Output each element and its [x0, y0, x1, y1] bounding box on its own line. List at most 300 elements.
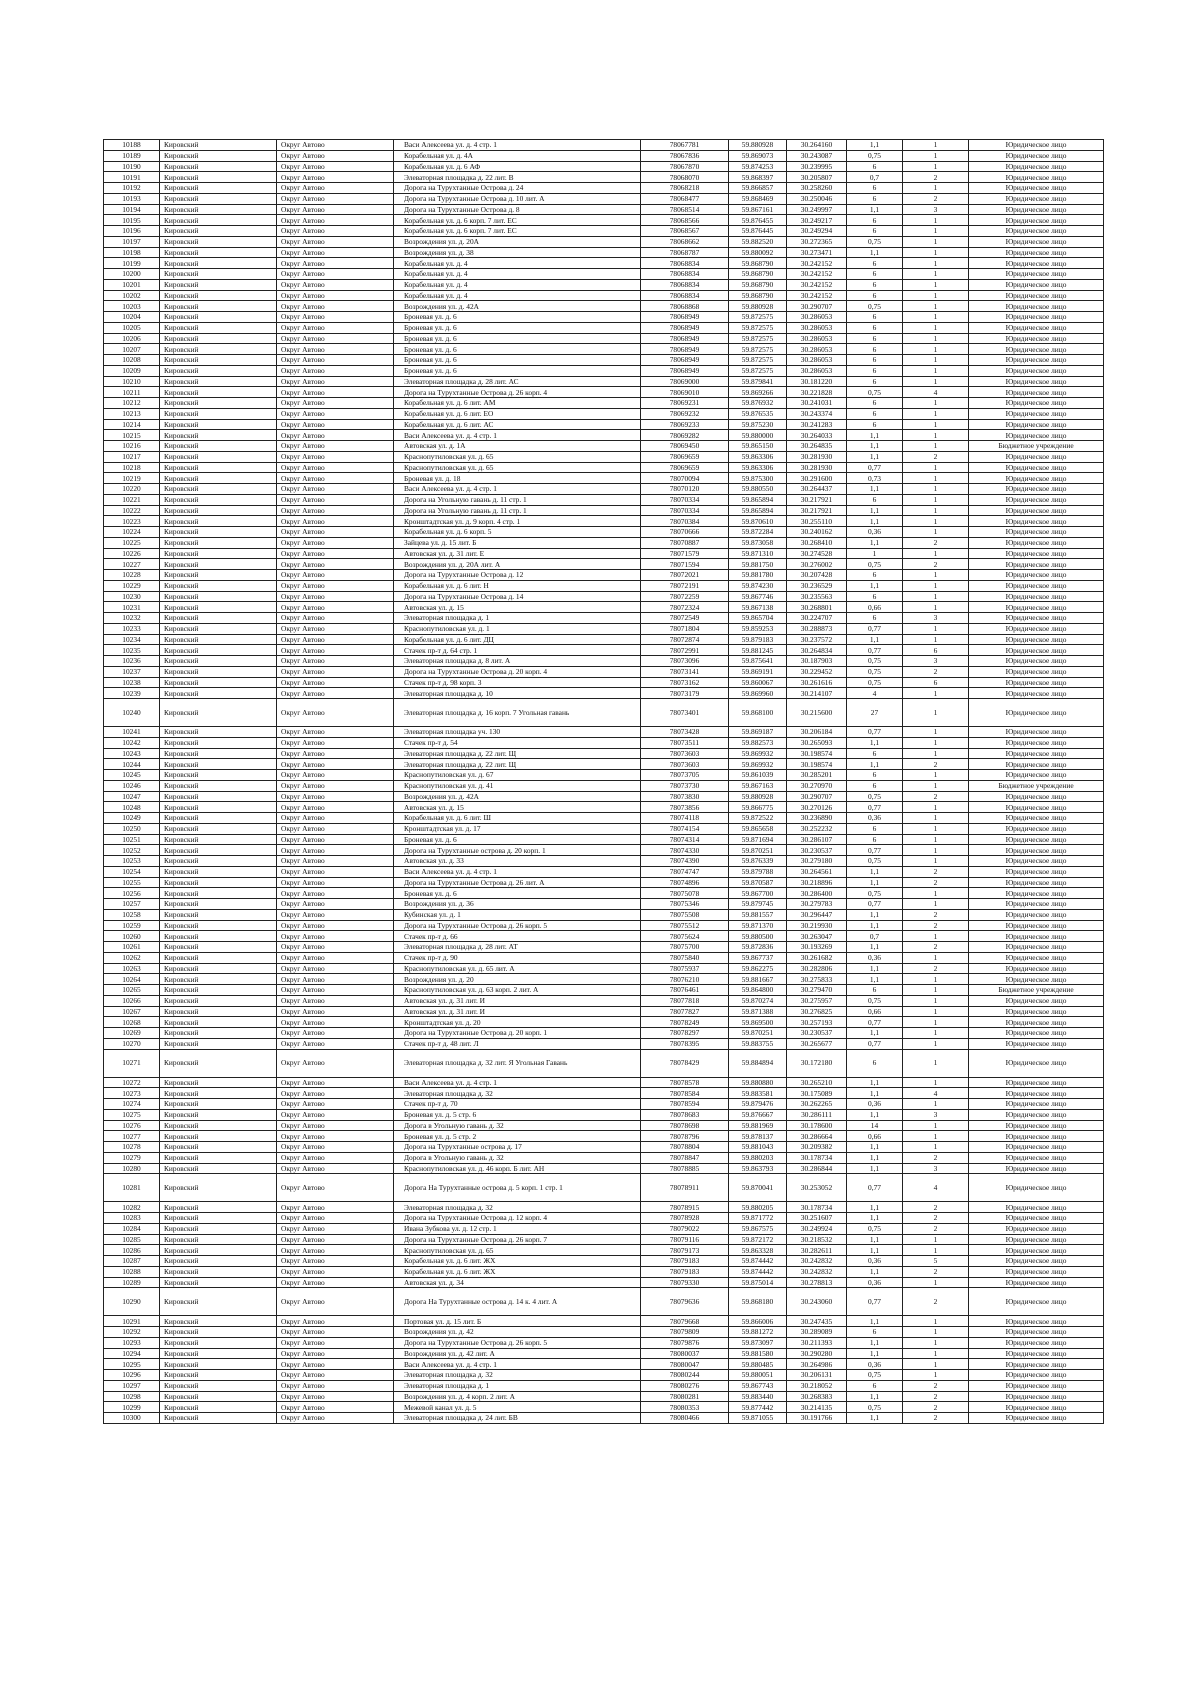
count-cell: 2: [903, 172, 969, 183]
owner-type-cell: Юридическое лицо: [969, 1109, 1104, 1120]
volume-cell: 6: [847, 183, 903, 194]
volume-cell: 1,1: [847, 866, 903, 877]
table-row: [104, 963, 1104, 974]
district-cell: Кировский: [160, 1316, 277, 1327]
row-number-cell: 10267: [104, 1006, 160, 1017]
address-cell: Дорога на Турухтанные Острова д. 26 лит. А: [394, 877, 641, 888]
address-cell: Элеваторная площадка д. 24 лит. БВ: [394, 1413, 641, 1424]
owner-type-cell: Юридическое лицо: [969, 580, 1104, 591]
latitude-cell: 59.867161: [729, 204, 787, 215]
latitude-cell: 59.861039: [729, 770, 787, 781]
longitude-cell: 30.249997: [787, 204, 847, 215]
volume-cell: 0,75: [847, 236, 903, 247]
district-cell: Кировский: [160, 748, 277, 759]
count-cell: 1: [903, 813, 969, 824]
municipal-cell: Округ Автово: [277, 1245, 394, 1256]
object-id-cell: 78073730: [641, 780, 729, 791]
district-cell: Кировский: [160, 737, 277, 748]
address-cell: Элеваторная площадка д. 16 корп. 7 Угольная гавань: [394, 699, 641, 727]
row-number-cell: 10263: [104, 963, 160, 974]
owner-type-cell: Юридическое лицо: [969, 974, 1104, 985]
count-cell: 1: [903, 269, 969, 280]
latitude-cell: 59.880928: [729, 791, 787, 802]
address-cell: Автовская ул. д. 31 лит. И: [394, 995, 641, 1006]
object-id-cell: 78078578: [641, 1077, 729, 1088]
address-cell: Автовская ул. д. 31 лит. Е: [394, 548, 641, 559]
count-cell: 5: [903, 1256, 969, 1267]
address-cell: Дорога в Угольную гавань д. 32: [394, 1120, 641, 1131]
row-number-cell: 10239: [104, 688, 160, 699]
district-cell: Кировский: [160, 430, 277, 441]
municipal-cell: Округ Автово: [277, 344, 394, 355]
row-number-cell: 10259: [104, 920, 160, 931]
latitude-cell: 59.869960: [729, 688, 787, 699]
row-number-cell: 10283: [104, 1213, 160, 1224]
address-cell: Возрождения ул. д. 20А: [394, 236, 641, 247]
count-cell: 1: [903, 1245, 969, 1256]
volume-cell: 0,66: [847, 1006, 903, 1017]
object-id-cell: 78074747: [641, 866, 729, 877]
latitude-cell: 59.881969: [729, 1120, 787, 1131]
district-cell: Кировский: [160, 150, 277, 161]
volume-cell: 1,1: [847, 140, 903, 151]
municipal-cell: Округ Автово: [277, 1006, 394, 1017]
table-row: [104, 759, 1104, 770]
address-cell: Портовая ул. д. 15 лит. Б: [394, 1316, 641, 1327]
district-cell: Кировский: [160, 473, 277, 484]
count-cell: 1: [903, 823, 969, 834]
municipal-cell: Округ Автово: [277, 1256, 394, 1267]
latitude-cell: 59.880203: [729, 1152, 787, 1163]
table-row: [104, 462, 1104, 473]
volume-cell: 0,77: [847, 899, 903, 910]
owner-type-cell: Юридическое лицо: [969, 1359, 1104, 1370]
latitude-cell: 59.880928: [729, 301, 787, 312]
object-id-cell: 78078584: [641, 1088, 729, 1099]
latitude-cell: 59.868397: [729, 172, 787, 183]
district-cell: Кировский: [160, 931, 277, 942]
count-cell: 1: [903, 1099, 969, 1110]
object-id-cell: 78070120: [641, 484, 729, 495]
address-cell: Межевой канал ул. д. 5: [394, 1402, 641, 1413]
count-cell: 1: [903, 780, 969, 791]
longitude-cell: 30.264437: [787, 484, 847, 495]
object-id-cell: 78069231: [641, 398, 729, 409]
object-id-cell: 78080353: [641, 1402, 729, 1413]
latitude-cell: 59.877442: [729, 1402, 787, 1413]
table-row: [104, 591, 1104, 602]
object-id-cell: 78068566: [641, 215, 729, 226]
object-id-cell: 78073511: [641, 737, 729, 748]
address-cell: Броневая ул. д. 18: [394, 473, 641, 484]
district-cell: Кировский: [160, 1245, 277, 1256]
latitude-cell: 59.871694: [729, 834, 787, 845]
municipal-cell: Округ Автово: [277, 634, 394, 645]
municipal-cell: Округ Автово: [277, 537, 394, 548]
municipal-cell: Округ Автово: [277, 441, 394, 452]
table-row: [104, 748, 1104, 759]
object-id-cell: 78073179: [641, 688, 729, 699]
row-number-cell: 10294: [104, 1348, 160, 1359]
owner-type-cell: Юридическое лицо: [969, 484, 1104, 495]
object-id-cell: 78078395: [641, 1038, 729, 1049]
latitude-cell: 59.874230: [729, 580, 787, 591]
count-cell: 2: [903, 1288, 969, 1316]
volume-cell: 1,1: [847, 1245, 903, 1256]
owner-type-cell: Юридическое лицо: [969, 856, 1104, 867]
owner-type-cell: Юридическое лицо: [969, 963, 1104, 974]
district-cell: Кировский: [160, 856, 277, 867]
municipal-cell: Округ Автово: [277, 802, 394, 813]
volume-cell: 1,1: [847, 580, 903, 591]
table-row: [104, 1380, 1104, 1391]
row-number-cell: 10262: [104, 952, 160, 963]
count-cell: 1: [903, 856, 969, 867]
latitude-cell: 59.869266: [729, 387, 787, 398]
table-row: [104, 1391, 1104, 1402]
owner-type-cell: Юридическое лицо: [969, 823, 1104, 834]
longitude-cell: 30.286111: [787, 1109, 847, 1120]
latitude-cell: 59.872575: [729, 344, 787, 355]
address-cell: Васи Алексеева ул. д. 4 стр. 1: [394, 1359, 641, 1370]
owner-type-cell: Юридическое лицо: [969, 1131, 1104, 1142]
table-row: [104, 666, 1104, 677]
row-number-cell: 10200: [104, 269, 160, 280]
district-cell: Кировский: [160, 1077, 277, 1088]
municipal-cell: Округ Автово: [277, 1131, 394, 1142]
municipal-cell: Округ Автово: [277, 645, 394, 656]
district-cell: Кировский: [160, 408, 277, 419]
object-id-cell: 78075508: [641, 909, 729, 920]
latitude-cell: 59.882573: [729, 737, 787, 748]
row-number-cell: 10244: [104, 759, 160, 770]
district-cell: Кировский: [160, 1202, 277, 1213]
owner-type-cell: Юридическое лицо: [969, 462, 1104, 473]
count-cell: 1: [903, 215, 969, 226]
row-number-cell: 10257: [104, 899, 160, 910]
count-cell: 1: [903, 408, 969, 419]
address-cell: Стачек пр-т д. 90: [394, 952, 641, 963]
row-number-cell: 10271: [104, 1049, 160, 1077]
owner-type-cell: Юридическое лицо: [969, 1391, 1104, 1402]
row-number-cell: 10240: [104, 699, 160, 727]
municipal-cell: Округ Автово: [277, 1266, 394, 1277]
volume-cell: 0,77: [847, 1288, 903, 1316]
count-cell: 1: [903, 279, 969, 290]
latitude-cell: 59.867163: [729, 780, 787, 791]
volume-cell: 0,77: [847, 462, 903, 473]
longitude-cell: 30.270126: [787, 802, 847, 813]
volume-cell: 1,1: [847, 1028, 903, 1039]
row-number-cell: 10230: [104, 591, 160, 602]
longitude-cell: 30.275957: [787, 995, 847, 1006]
municipal-cell: Округ Автово: [277, 856, 394, 867]
latitude-cell: 59.871388: [729, 1006, 787, 1017]
latitude-cell: 59.868790: [729, 279, 787, 290]
volume-cell: 6: [847, 834, 903, 845]
volume-cell: 1,1: [847, 204, 903, 215]
district-cell: Кировский: [160, 580, 277, 591]
object-id-cell: 78077818: [641, 995, 729, 1006]
owner-type-cell: Бюджетное учреждение: [969, 441, 1104, 452]
object-id-cell: 78079183: [641, 1256, 729, 1267]
volume-cell: 6: [847, 770, 903, 781]
table-row: [104, 355, 1104, 366]
longitude-cell: 30.236529: [787, 580, 847, 591]
row-number-cell: 10232: [104, 613, 160, 624]
municipal-cell: Округ Автово: [277, 1099, 394, 1110]
longitude-cell: 30.286844: [787, 1163, 847, 1174]
table-row: [104, 823, 1104, 834]
object-id-cell: 78078885: [641, 1163, 729, 1174]
latitude-cell: 59.869932: [729, 748, 787, 759]
table-row: [104, 1277, 1104, 1288]
count-cell: 1: [903, 140, 969, 151]
volume-cell: 1,1: [847, 1109, 903, 1120]
address-cell: Автовская ул. д. 15: [394, 802, 641, 813]
owner-type-cell: Юридическое лицо: [969, 548, 1104, 559]
longitude-cell: 30.282611: [787, 1245, 847, 1256]
municipal-cell: Округ Автово: [277, 215, 394, 226]
municipal-cell: Округ Автово: [277, 430, 394, 441]
latitude-cell: 59.871310: [729, 548, 787, 559]
volume-cell: 6: [847, 591, 903, 602]
object-id-cell: 78070094: [641, 473, 729, 484]
municipal-cell: Округ Автово: [277, 408, 394, 419]
address-cell: Элеваторная площадка д. 28 лит. АТ: [394, 942, 641, 953]
volume-cell: 1,1: [847, 505, 903, 516]
volume-cell: 6: [847, 258, 903, 269]
row-number-cell: 10237: [104, 666, 160, 677]
address-cell: Ивана Зубкова ул. д. 12 стр. 1: [394, 1223, 641, 1234]
longitude-cell: 30.175089: [787, 1088, 847, 1099]
latitude-cell: 59.866006: [729, 1316, 787, 1327]
count-cell: 1: [903, 1370, 969, 1381]
longitude-cell: 30.178734: [787, 1202, 847, 1213]
municipal-cell: Округ Автово: [277, 656, 394, 667]
longitude-cell: 30.242152: [787, 279, 847, 290]
municipal-cell: Округ Автово: [277, 995, 394, 1006]
table-row: [104, 1327, 1104, 1338]
owner-type-cell: Юридическое лицо: [969, 290, 1104, 301]
volume-cell: 6: [847, 748, 903, 759]
owner-type-cell: Юридическое лицо: [969, 516, 1104, 527]
longitude-cell: 30.290707: [787, 791, 847, 802]
row-number-cell: 10242: [104, 737, 160, 748]
municipal-cell: Округ Автово: [277, 279, 394, 290]
table-row: [104, 333, 1104, 344]
table-row: [104, 193, 1104, 204]
count-cell: 1: [903, 888, 969, 899]
latitude-cell: 59.866857: [729, 183, 787, 194]
table-row: [104, 995, 1104, 1006]
object-id-cell: 78076210: [641, 974, 729, 985]
row-number-cell: 10256: [104, 888, 160, 899]
longitude-cell: 30.281930: [787, 451, 847, 462]
longitude-cell: 30.224707: [787, 613, 847, 624]
row-number-cell: 10286: [104, 1245, 160, 1256]
municipal-cell: Округ Автово: [277, 920, 394, 931]
object-id-cell: 78074330: [641, 845, 729, 856]
longitude-cell: 30.218896: [787, 877, 847, 888]
owner-type-cell: Юридическое лицо: [969, 1077, 1104, 1088]
row-number-cell: 10253: [104, 856, 160, 867]
municipal-cell: Округ Автово: [277, 1370, 394, 1381]
municipal-cell: Округ Автово: [277, 1413, 394, 1424]
row-number-cell: 10282: [104, 1202, 160, 1213]
object-id-cell: 78073705: [641, 770, 729, 781]
latitude-cell: 59.874253: [729, 161, 787, 172]
row-number-cell: 10293: [104, 1337, 160, 1348]
count-cell: 1: [903, 770, 969, 781]
municipal-cell: Округ Автово: [277, 301, 394, 312]
count-cell: 2: [903, 1213, 969, 1224]
owner-type-cell: Юридическое лицо: [969, 834, 1104, 845]
object-id-cell: 78078594: [641, 1099, 729, 1110]
address-cell: Корабельная ул. д. 4: [394, 258, 641, 269]
table-row: [104, 344, 1104, 355]
object-id-cell: 78073856: [641, 802, 729, 813]
volume-cell: 4: [847, 688, 903, 699]
table-row: [104, 1152, 1104, 1163]
longitude-cell: 30.296447: [787, 909, 847, 920]
district-cell: Кировский: [160, 226, 277, 237]
owner-type-cell: Юридическое лицо: [969, 1245, 1104, 1256]
municipal-cell: Округ Автово: [277, 602, 394, 613]
volume-cell: 0,75: [847, 666, 903, 677]
owner-type-cell: Юридическое лицо: [969, 419, 1104, 430]
municipal-cell: Округ Автово: [277, 398, 394, 409]
latitude-cell: 59.879183: [729, 634, 787, 645]
table-row: [104, 1109, 1104, 1120]
district-cell: Кировский: [160, 204, 277, 215]
table-row: [104, 441, 1104, 452]
address-cell: Кронштадтская ул. д. 20: [394, 1017, 641, 1028]
table-row: [104, 802, 1104, 813]
table-row: [104, 1266, 1104, 1277]
latitude-cell: 59.880928: [729, 140, 787, 151]
owner-type-cell: Юридическое лицо: [969, 770, 1104, 781]
municipal-cell: Округ Автово: [277, 387, 394, 398]
row-number-cell: 10226: [104, 548, 160, 559]
longitude-cell: 30.237572: [787, 634, 847, 645]
address-cell: Краснопутиловская ул. д. 46 корп. Б лит. АН: [394, 1163, 641, 1174]
municipal-cell: Округ Автово: [277, 780, 394, 791]
volume-cell: 6: [847, 193, 903, 204]
object-id-cell: 78076461: [641, 985, 729, 996]
volume-cell: 1,1: [847, 920, 903, 931]
volume-cell: 1,1: [847, 1142, 903, 1153]
table-row: [104, 699, 1104, 727]
volume-cell: 1,1: [847, 247, 903, 258]
table-row: [104, 1370, 1104, 1381]
table-row: [104, 1049, 1104, 1077]
owner-type-cell: Юридическое лицо: [969, 877, 1104, 888]
latitude-cell: 59.874442: [729, 1256, 787, 1267]
row-number-cell: 10255: [104, 877, 160, 888]
object-id-cell: 78080276: [641, 1380, 729, 1391]
table-row: [104, 516, 1104, 527]
table-row: [104, 1245, 1104, 1256]
latitude-cell: 59.880092: [729, 247, 787, 258]
owner-type-cell: Юридическое лицо: [969, 759, 1104, 770]
district-cell: Кировский: [160, 1327, 277, 1338]
owner-type-cell: Юридическое лицо: [969, 1174, 1104, 1202]
volume-cell: 0,36: [847, 952, 903, 963]
table-row: [104, 656, 1104, 667]
volume-cell: 6: [847, 780, 903, 791]
count-cell: 1: [903, 602, 969, 613]
object-id-cell: 78069000: [641, 376, 729, 387]
volume-cell: 0,77: [847, 845, 903, 856]
district-cell: Кировский: [160, 247, 277, 258]
count-cell: 1: [903, 1337, 969, 1348]
owner-type-cell: Юридическое лицо: [969, 494, 1104, 505]
latitude-cell: 59.865894: [729, 494, 787, 505]
address-cell: Броневая ул. д. 6: [394, 888, 641, 899]
owner-type-cell: Юридическое лицо: [969, 1152, 1104, 1163]
address-cell: Возрождения ул. д. 36: [394, 899, 641, 910]
municipal-cell: Округ Автово: [277, 1402, 394, 1413]
address-cell: Краснопутиловская ул. д. 65: [394, 1245, 641, 1256]
owner-type-cell: Юридическое лицо: [969, 505, 1104, 516]
object-id-cell: 78078297: [641, 1028, 729, 1039]
count-cell: 1: [903, 1077, 969, 1088]
count-cell: 1: [903, 1277, 969, 1288]
object-id-cell: 78077827: [641, 1006, 729, 1017]
owner-type-cell: Юридическое лицо: [969, 365, 1104, 376]
district-cell: Кировский: [160, 419, 277, 430]
object-id-cell: 78072874: [641, 634, 729, 645]
row-number-cell: 10281: [104, 1174, 160, 1202]
longitude-cell: 30.290707: [787, 301, 847, 312]
latitude-cell: 59.870251: [729, 845, 787, 856]
count-cell: 1: [903, 570, 969, 581]
row-number-cell: 10198: [104, 247, 160, 258]
longitude-cell: 30.279783: [787, 899, 847, 910]
address-cell: Броневая ул. д. 6: [394, 355, 641, 366]
row-number-cell: 10254: [104, 866, 160, 877]
count-cell: 1: [903, 183, 969, 194]
latitude-cell: 59.872575: [729, 322, 787, 333]
district-cell: Кировский: [160, 365, 277, 376]
count-cell: 1: [903, 376, 969, 387]
district-cell: Кировский: [160, 451, 277, 462]
volume-cell: 0,77: [847, 645, 903, 656]
row-number-cell: 10260: [104, 931, 160, 942]
municipal-cell: Округ Автово: [277, 548, 394, 559]
municipal-cell: Округ Автово: [277, 258, 394, 269]
table-row: [104, 1337, 1104, 1348]
count-cell: 1: [903, 484, 969, 495]
count-cell: 1: [903, 344, 969, 355]
address-cell: Корабельная ул. д. 6 корп. 7 лит. ЕС: [394, 215, 641, 226]
volume-cell: 6: [847, 613, 903, 624]
latitude-cell: 59.863306: [729, 462, 787, 473]
latitude-cell: 59.875230: [729, 419, 787, 430]
longitude-cell: 30.243060: [787, 1288, 847, 1316]
object-id-cell: 78072549: [641, 613, 729, 624]
row-number-cell: 10229: [104, 580, 160, 591]
latitude-cell: 59.862275: [729, 963, 787, 974]
latitude-cell: 59.872575: [729, 333, 787, 344]
address-cell: Корабельная ул. д. 4А: [394, 150, 641, 161]
count-cell: 1: [903, 974, 969, 985]
volume-cell: 1,1: [847, 1213, 903, 1224]
table-row: [104, 909, 1104, 920]
longitude-cell: 30.272365: [787, 236, 847, 247]
owner-type-cell: Юридическое лицо: [969, 430, 1104, 441]
